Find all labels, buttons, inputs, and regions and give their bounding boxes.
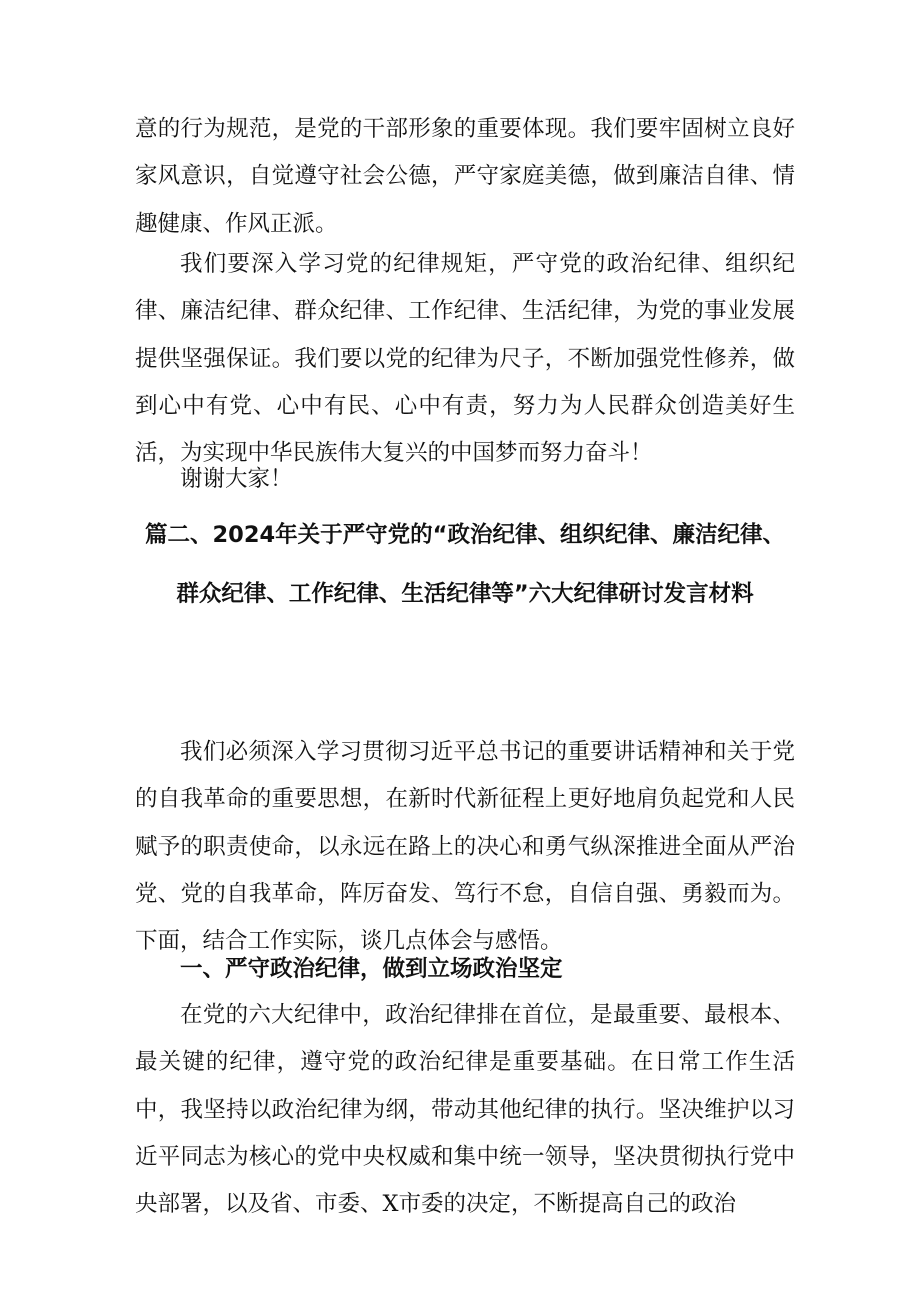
section-paragraph-political-discipline: 在党的六大纪律中，政治纪律排在首位，是最重要、最根本、最关键的纪律，遵守党的政治纪律是重要基础。在日常工作生活中，我坚持以政治纪律为纲，带动其他纪律的执行。坚决维护以习近平同志为核心的党中央权威和集中统一领导，坚决贯彻执行党中央部署，以及省、市委、X市委的决定，不断提高自己的政治 <box>135 1002 795 1218</box>
intro-paragraph: 我们必须深入学习贯彻习近平总书记的重要讲话精神和关于党的自我革命的重要思想，在新时代新征程上更好地肩负起党和人民赋予的职责使命，以永远在路上的决心和勇气纵深推进全面从严治党、党的自我革命，阵厉奋发、笃行不怠，自信自强、勇毅而为。下面，结合工作实际，谈几点体会与感悟。 <box>135 739 795 955</box>
article-title: 篇二、2024年关于严守党的“政治纪律、组织纪律、廉洁纪律、群众纪律、工作纪律、生活纪律等”六大纪律研讨发言材料 <box>145 522 785 607</box>
section-heading-political-discipline: 一、严守政治纪律，做到立场政治坚定 <box>180 956 563 982</box>
paragraph-continued: 意的行为规范，是党的干部形象的重要体现。我们要牢固树立良好家风意识，自觉遵守社会公德，严守家庭美德，做到廉洁自律、情趣健康、作风正派。 <box>135 116 795 237</box>
paragraph-discipline: 我们要深入学习党的纪律规矩，严守党的政治纪律、组织纪律、廉洁纪律、群众纪律、工作纪律、生活纪律，为党的事业发展提供坚强保证。我们要以党的纪律为尺子，不断加强党性修养，做到心中有党、心中有民、心中有责，努力为人民群众创造美好生活，为实现中华民族伟大复兴的中国梦而努力奋斗！ <box>135 251 795 467</box>
closing-thanks: 谢谢大家！ <box>180 466 293 492</box>
